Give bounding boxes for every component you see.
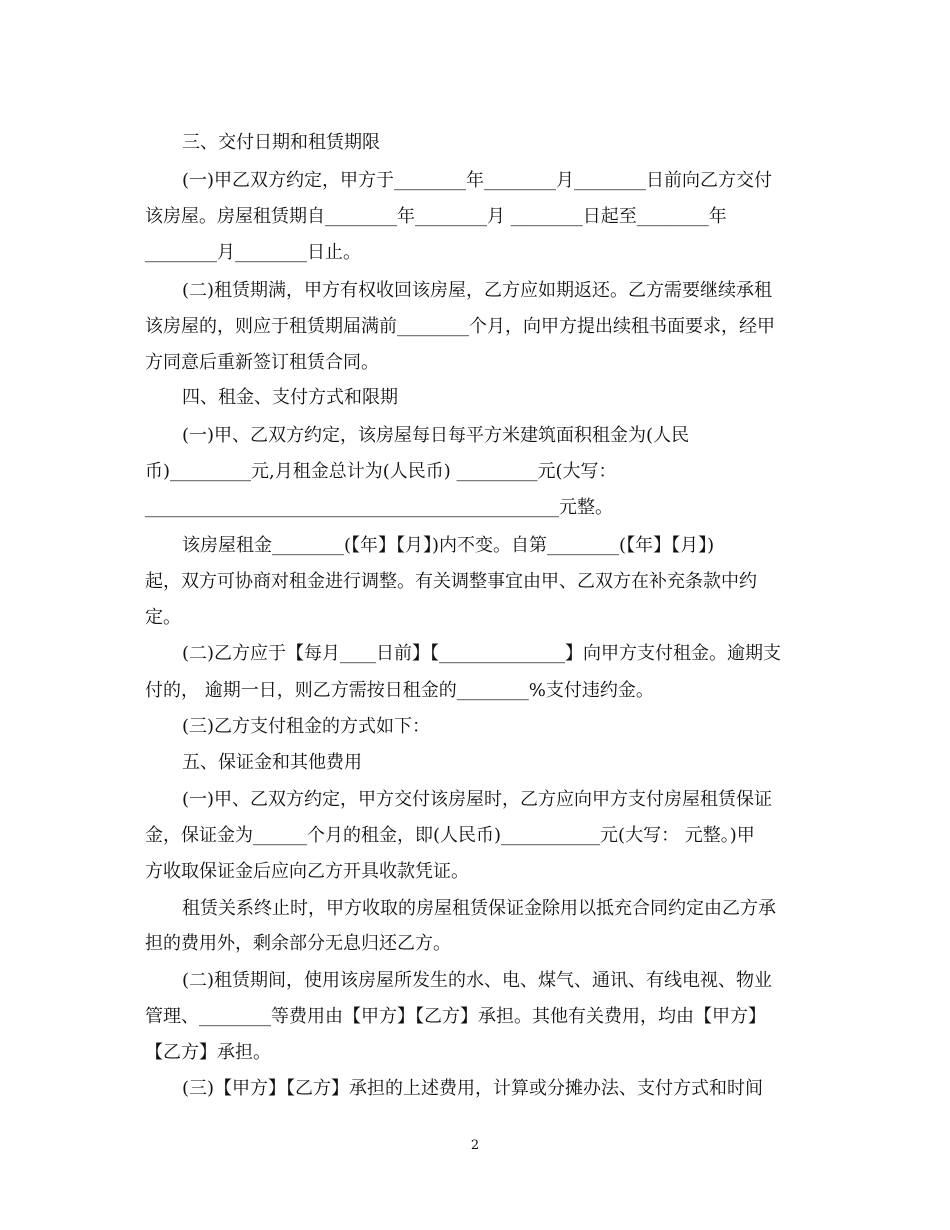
section-heading: 三、交付日期和租赁期限: [182, 132, 380, 153]
section-heading: 四、租金、支付方式和限期: [182, 387, 398, 408]
paragraph-line: 该房屋的，则应于租赁期届满前________个月，向甲方提出续租书面要求，经甲: [145, 316, 775, 337]
paragraph-line: 担的费用外，剩余部分无息归还乙方。: [145, 933, 451, 954]
paragraph-line: (二)乙方应于【每月____日前】【______________】向甲方支付租金。逾期支: [182, 643, 782, 664]
page-number: 2: [470, 1138, 480, 1153]
paragraph-line: 金，保证金为______个月的租金，即(人民币)___________元(大写： 元整。)甲: [145, 825, 755, 846]
paragraph-line: (一)甲乙双方约定，甲方于________年________月________日前向乙方交付: [182, 170, 773, 191]
paragraph-line: 付的， 逾期一日，则乙方需按日租金的________%支付违约金。: [145, 680, 654, 701]
paragraph-line: 该房屋。房屋租赁期自________年________月 ________日起至________年: [145, 206, 727, 227]
paragraph-line: (二)租赁期间，使用该房屋所发生的水、电、煤气、通讯、有线电视、物业: [182, 970, 773, 991]
paragraph-line: 方同意后重新签订租赁合同。: [145, 352, 379, 373]
paragraph-line: 管理、________等费用由【甲方】【乙方】承担。其他有关费用，均由【甲方】: [145, 1006, 766, 1027]
paragraph-line: (三)【甲方】【乙方】承担的上述费用，计算或分摊办法、支付方式和时间: [182, 1078, 764, 1099]
paragraph-line: (二)租赁期满，甲方有权收回该房屋，乙方应如期返还。乙方需要继续承租: [182, 280, 773, 301]
paragraph-line: 租赁关系终止时，甲方收取的房屋租赁保证金除用以抵充合同约定由乙方承: [182, 898, 776, 919]
paragraph-line: ______________________________________________元整。: [145, 497, 613, 518]
paragraph-line: 【乙方】承担。: [145, 1042, 271, 1063]
paragraph-line: 方收取保证金后应向乙方开具收款凭证。: [145, 861, 469, 882]
paragraph-line: (三)乙方支付租金的方式如下：: [182, 716, 431, 737]
paragraph-line: 该房屋租金________(【年】【月】)内不变。自第________(【年】【月】): [182, 535, 715, 556]
paragraph-line: ________月________日止。: [145, 242, 361, 263]
paragraph-line: 定。: [145, 607, 181, 628]
paragraph-line: 起，双方可协商对租金进行调整。有关调整事宜由甲、乙双方在补充条款中约: [145, 571, 757, 592]
section-heading: 五、保证金和其他费用: [182, 752, 362, 773]
paragraph-line: 币)_________元,月租金总计为(人民币) _________元(大写：: [145, 461, 617, 482]
paragraph-line: (一)甲、乙双方约定，甲方交付该房屋时，乙方应向甲方支付房屋租赁保证: [182, 789, 773, 810]
paragraph-line: (一)甲、乙双方约定，该房屋每日每平方米建筑面积租金为(人民: [182, 425, 690, 446]
